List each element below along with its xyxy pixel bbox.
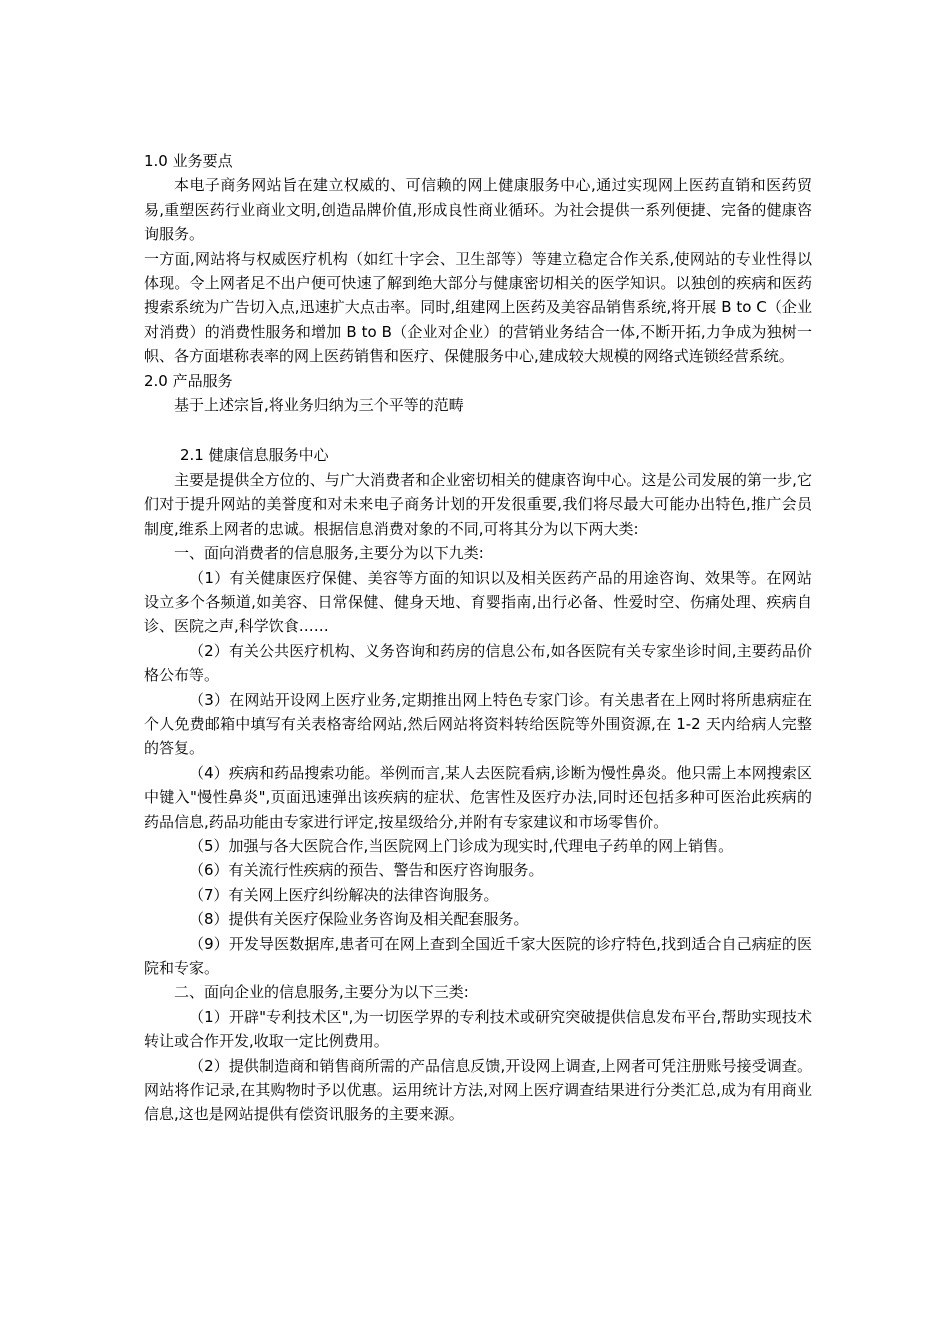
consumer-item-6: （6）有关流行性疾病的预告、警告和医疗咨询服务。 <box>189 861 544 880</box>
paragraph-intro: 本电子商务网站旨在建立权威的、可信赖的网上健康服务中心,通过实现网上医药直销和医药贸易,重塑医药行业商业文明,创造品牌价值,形成良性商业循环。为社会提供一系列便捷、完备的健康咨询服务。 <box>144 176 812 244</box>
consumer-item-4: （4）疾病和药品搜索功能。举例而言,某人去医院看病,诊断为慢性鼻炎。他只需上本网搜索区中键入"慢性鼻炎",页面迅速弹出该疾病的症状、危害性及医疗办法,同时还包括多种可医治此疾病的药品信息,药品功能由专家进行评定,按星级给分,并附有专家建议和市场零售价。 <box>144 763 812 831</box>
blank-line <box>144 417 812 441</box>
consumer-item-3: （3）在网站开设网上医疗业务,定期推出网上特色专家门诊。有关患者在上网时将所患病症在个人免费邮箱中填写有关表格寄给网站,然后网站将资料转给医院等外围资源,在 1-2 天内给病人完整的答复。 <box>144 690 812 758</box>
enterprise-item-1: （1）开辟"专利技术区",为一切医学界的专利技术或研究突破提供信息发布平台,帮助实现技术转让或合作开发,收取一定比例费用。 <box>144 1007 812 1051</box>
paragraph-summary: 基于上述宗旨,将业务归纳为三个平等的范畴 <box>174 396 464 415</box>
consumer-item-1: （1）有关健康医疗保健、美容等方面的知识以及相关医药产品的用途咨询、效果等。在网站设立多个各频道,如美容、日常保健、健身天地、育婴指南,出行必备、性爱时空、伤痛处理、疾病自诊、医院之声,科学饮食…… <box>144 568 812 636</box>
consumer-item-7: （7）有关网上医疗纠纷解决的法律咨询服务。 <box>189 885 499 904</box>
consumer-item-5: （5）加强与各大医院合作,当医院网上门诊成为现实时,代理电子药单的网上销售。 <box>189 836 734 855</box>
heading-health-info-center: 2.1 健康信息服务中心 <box>180 446 329 465</box>
consumer-services-title: 一、面向消费者的信息服务,主要分为以下九类: <box>174 544 484 563</box>
document-page <box>144 149 812 1127</box>
heading-product-services: 2.0 产品服务 <box>144 371 233 390</box>
enterprise-item-2: （2）提供制造商和销售商所需的产品信息反馈,开设网上调查,上网者可凭注册账号接受调查。网站将作记录,在其购物时予以优惠。运用统计方法,对网上医疗调查结果进行分类汇总,成为有用商业信息,这也是网站提供有偿资讯服务的主要来源。 <box>144 1056 812 1124</box>
paragraph-strategy: 一方面,网站将与权威医疗机构（如红十字会、卫生部等）等建立稳定合作关系,使网站的专业性得以体现。令上网者足不出户便可快速了解到绝大部分与健康密切相关的医学知识。以独创的疾病和医药搜索系统为广告切入点,迅速扩大点击率。同时,组建网上医药及美容品销售系统,将开展 B to C（企业对消费）的消费性服务和增加 B to B（企业对企业）的营销业务结合一体,不断开拓,力争成为独树一帜、各方面堪称表率的网上医药销售和医疗、保健服务中心,建成较大规模的网络式连锁经营系统。 <box>144 249 812 366</box>
consumer-item-8: （8）提供有关医疗保险业务咨询及相关配套服务。 <box>189 910 529 929</box>
heading-business-points: 1.0 业务要点 <box>144 152 233 170</box>
consumer-item-9: （9）开发导医数据库,患者可在网上查到全国近千家大医院的诊疗特色,找到适合自己病症的医院和专家。 <box>144 934 812 977</box>
consumer-item-2: （2）有关公共医疗机构、义务咨询和药房的信息公布,如各医院有关专家坐诊时间,主要药品价格公布等。 <box>144 641 812 685</box>
paragraph-health-center: 主要是提供全方位的、与广大消费者和企业密切相关的健康咨询中心。这是公司发展的第一步,它们对于提升网站的美誉度和对未来电子商务计划的开发很重要,我们将尽最大可能办出特色,推广会员制度,维系上网者的忠诚。根据信息消费对象的不同,可将其分为以下两大类: <box>144 470 812 538</box>
enterprise-services-title: 二、面向企业的信息服务,主要分为以下三类: <box>174 983 469 1002</box>
